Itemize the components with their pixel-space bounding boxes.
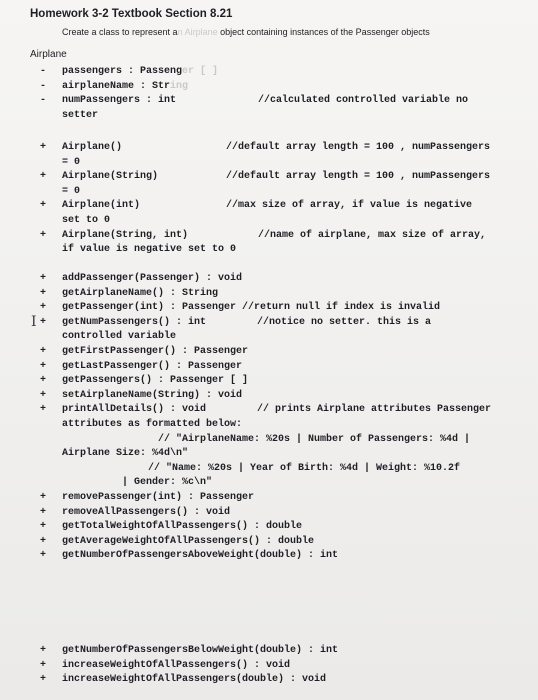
public-modifier: + [40, 506, 47, 518]
constructors-comment: //max size of array, if value is negative [226, 200, 473, 212]
public-modifier: + [40, 287, 47, 299]
public-modifier: + [40, 550, 47, 562]
private-modifier: - [40, 95, 47, 107]
text-cursor-icon: I [31, 314, 37, 330]
methods_a-signature: getTotalWeightOfAllPassengers() : double [62, 521, 303, 533]
methods_a-signature: // "AirplaneName: %20s | Number of Passengers: %4d | [158, 433, 471, 445]
constructors-signature: Airplane(int) [62, 200, 141, 212]
methods_a-signature: getNumberOfPassengersAboveWeight(double) : int [62, 550, 339, 562]
methods_a-signature: controlled variable [62, 331, 177, 343]
constructors-signature: Airplane(String) [62, 171, 159, 183]
public-modifier: + [40, 200, 47, 212]
public-modifier: + [40, 521, 47, 533]
methods_a-signature: addPassenger(Passenger) : void [62, 273, 243, 284]
constructors-continuation: = 0 [62, 185, 81, 197]
fields-signature: passengers : Passenger [ ] [62, 66, 219, 77]
fields-signature: airplaneName : String [62, 80, 189, 92]
methods_a-signature: Airplane Size: %4d\n" [62, 448, 189, 460]
constructors-comment: //name of airplane, max size of array, [258, 229, 487, 241]
methods_a-signature: getAirplaneName() : String [62, 287, 219, 299]
public-modifier: + [40, 492, 47, 503]
methods_a-signature: getLastPassenger() : Passenger [62, 360, 243, 372]
public-modifier: + [40, 229, 47, 241]
methods_b-signature: increaseWeightOfAllPassengers() : void [62, 659, 291, 671]
constructors-comment: //default array length = 100 , numPassengers [226, 171, 491, 183]
methods_a-signature: getPassengers() : Passenger [ ] [62, 375, 249, 387]
public-modifier: + [40, 674, 47, 686]
methods_a-signature: // "Name: %20s | Year of Birth: %4d | Weight: %10.2f [148, 462, 461, 474]
public-modifier: + [40, 535, 47, 547]
methods_a-signature: getPassenger(int) : Passenger //return null if index is invalid [62, 302, 441, 314]
public-modifier: + [40, 142, 47, 153]
constructors-continuation: if value is negative set to 0 [62, 244, 237, 256]
methods_a-signature: removeAllPassengers() : void [62, 506, 231, 518]
public-modifier: + [40, 316, 47, 328]
methods_a-signature: getFirstPassenger() : Passenger [62, 346, 249, 357]
methods_b-signature: getNumberOfPassengersBelowWeight(double) : int [62, 645, 339, 656]
fields-continuation: setter [62, 109, 99, 121]
instructions-text-start: Create a class to represent a [62, 27, 178, 37]
fields-signature: numPassengers : int [62, 95, 177, 107]
instructions-text-end: object containing instances of the Passenger objects [217, 27, 430, 37]
public-modifier: + [40, 389, 47, 401]
methods_a-signature: setAirplaneName(String) : void [62, 389, 243, 401]
methods_a-comment: // prints Airplane attributes Passenger [257, 404, 492, 416]
public-modifier: + [40, 659, 47, 671]
methods_a-signature: getAverageWeightOfAllPassengers() : double [62, 535, 315, 547]
private-modifier: - [40, 66, 47, 77]
class-name: Airplane [30, 49, 67, 60]
methods_a-signature: | Gender: %c\n" [122, 477, 213, 489]
fields-comment: //calculated controlled variable no [258, 95, 469, 107]
public-modifier: + [40, 404, 47, 416]
methods_a-signature: printAllDetails() : void [62, 404, 207, 416]
public-modifier: + [40, 375, 47, 387]
public-modifier: + [40, 360, 47, 372]
public-modifier: + [40, 273, 47, 284]
private-modifier: - [40, 80, 47, 92]
page-title: Homework 3-2 Textbook Section 8.21 [30, 8, 233, 20]
constructors-comment: //default array length = 100 , numPassengers [226, 142, 491, 153]
methods_a-signature: getNumPassengers() : int [62, 316, 207, 328]
public-modifier: + [40, 171, 47, 183]
public-modifier: + [40, 645, 47, 656]
constructors-continuation: = 0 [62, 156, 81, 168]
instructions-text-faded: n Airplane [177, 27, 218, 37]
methods_a-comment: //notice no setter. this is a [257, 316, 432, 328]
constructors-signature: Airplane(String, int) [62, 229, 189, 241]
public-modifier: + [40, 302, 47, 314]
assignment-instructions [62, 27, 430, 37]
constructors-signature: Airplane() [62, 142, 123, 153]
methods_a-signature: removePassenger(int) : Passenger [62, 492, 255, 503]
constructors-continuation: set to 0 [62, 215, 111, 226]
methods_a-signature: attributes as formatted below: [62, 419, 243, 430]
methods_b-signature: increaseWeightOfAllPassengers(double) : void [62, 674, 327, 686]
public-modifier: + [40, 346, 47, 357]
